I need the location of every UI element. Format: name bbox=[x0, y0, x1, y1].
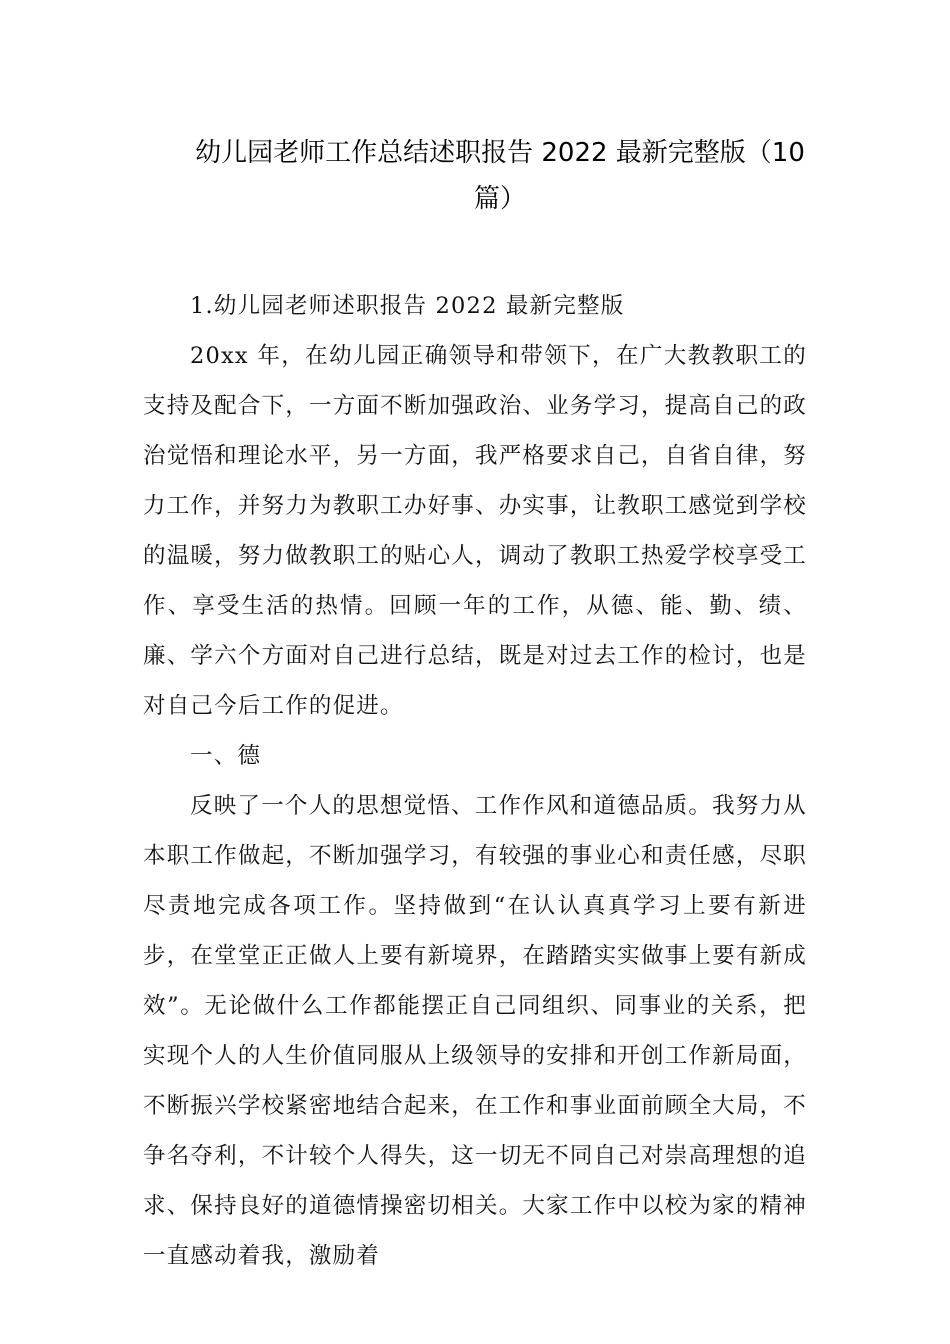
document-body bbox=[143, 281, 807, 1281]
section-heading-report-1: 1.幼儿园老师述职报告 2022 最新完整版 bbox=[190, 293, 625, 319]
document-title bbox=[150, 130, 850, 222]
body-paragraph-intro: 20xx 年，在幼儿园正确领导和带领下，在广大教教职工的支持及配合下，一方面不断加强政治、业务学习，提高自己的政治觉悟和理论水平，另一方面，我严格要求自己，自省自律，努力工作，并努力为教职工办好事、办实事，让教职工感觉到学校的温暖，努力做教职工的贴心人，调动了教职工热爱学校享受工作、享受生活的热情。回顾一年的工作，从德、能、勤、绩、廉、学六个方面对自己进行总结，既是对过去工作的检讨，也是对自己今后工作的促进。 bbox=[143, 343, 807, 719]
section-heading-de: 一、德 bbox=[190, 743, 262, 769]
document-title-line-1: 幼儿园老师工作总结述职报告 2022 最新完整版（10 bbox=[195, 138, 805, 168]
document-title-line-2: 篇） bbox=[473, 184, 526, 214]
body-paragraph-de: 反映了一个人的思想觉悟、工作作风和道德品质。我努力从本职工作做起，不断加强学习，有较强的事业心和责任感，尽职尽责地完成各项工作。坚持做到“在认认真真学习上要有新进步，在堂堂正正做人上要有新境界，在踏踏实实做事上要有新成效”。无论做什么工作都能摆正自己同组织、同事业的关系，把实现个人的人生价值同服从上级领导的安排和开创工作新局面，不断振兴学校紧密地结合起来，在工作和事业面前顾全大局，不争名夺利，不计较个人得失，这一切无不同自己对崇高理想的追求、保持良好的道德情操密切相关。大家工作中以校为家的精神一直感动着我，激励着 bbox=[143, 793, 807, 1269]
